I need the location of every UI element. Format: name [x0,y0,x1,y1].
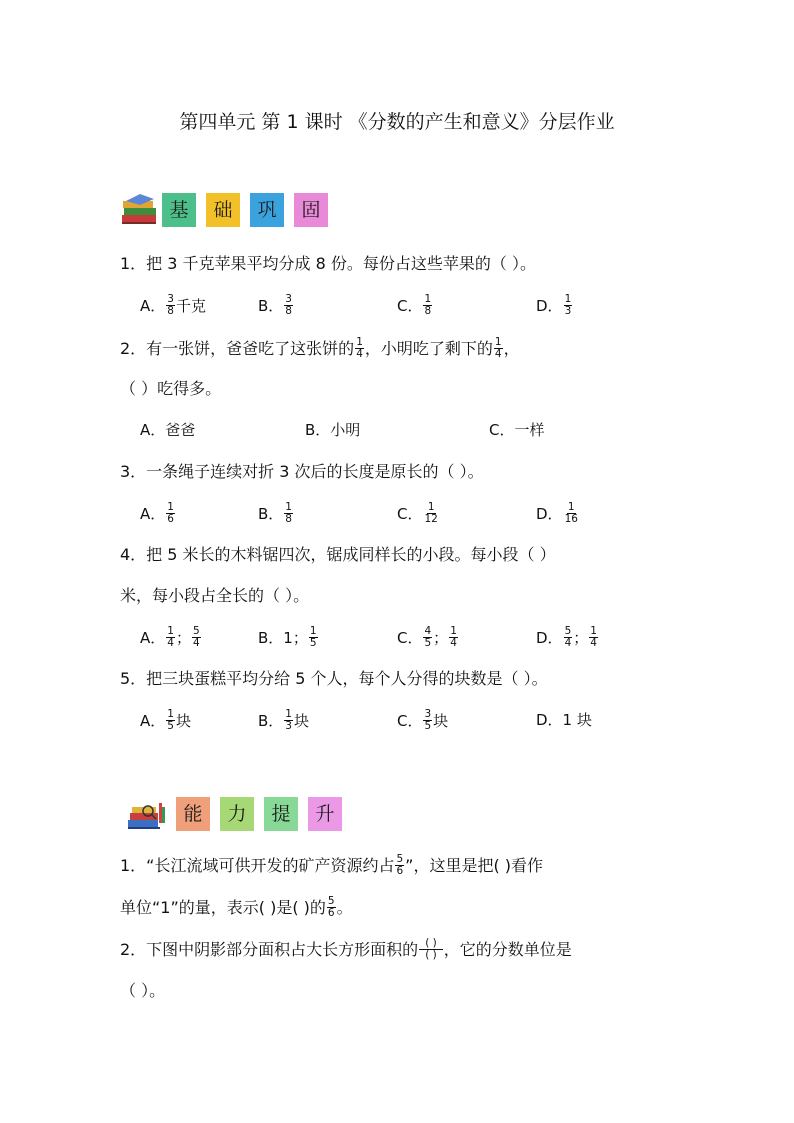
option-label: A． [140,297,166,315]
q1-option-d: D． $\frac{1}{3}$ [536,293,572,317]
fraction: $\frac{4}{5}$ [424,625,432,649]
fraction-blank: $\frac{( )}{( )}$ [419,938,443,961]
fraction: $\frac{1}{4}$ [450,625,457,649]
question-2-line2: （ ）吃得多。 [120,379,222,398]
fraction: $\frac{3}{8}$ [285,293,292,317]
q3-option-a: A． $\frac{1}{6}$ [140,501,174,525]
fraction: $\frac{1}{12}$ [424,501,438,525]
q5-option-a: A． $\frac{1}{5}$ 块 [140,708,191,732]
q4-option-d: D． $\frac{5}{4}$ ； $\frac{1}{4}$ [536,625,597,649]
fraction: $\frac{5}{4}$ [564,625,572,649]
q5-option-b: B． $\frac{1}{3}$ 块 [258,708,309,732]
tile-gong: 巩 [250,193,284,227]
question-4-line2: 米，每小段占全长的（ ）。 [120,586,310,605]
fraction: $\frac{5}{4}$ [192,625,200,649]
fraction: $\frac{1}{8}$ [285,501,292,525]
practice-question-1-line2: 单位“1”的量，表示( )是( )的 $\frac{5}{6}$ 。 [120,895,353,919]
q3-option-c: C． $\frac{1}{12}$ [397,501,438,525]
q3-option-d: D． $\frac{1}{16}$ [536,501,578,525]
fraction: $\frac{1}{3}$ [564,293,572,317]
q5-option-d: D．1 块 [536,711,592,729]
q1-option-c: C． $\frac{1}{8}$ [397,293,432,317]
tile-gu: 固 [294,193,328,227]
fraction: $\frac{1}{5}$ [309,625,317,649]
fraction: $\frac{5}{6}$ [327,895,335,919]
q2-option-b: B．小明 [305,421,361,439]
fraction: $\frac{1}{4}$ [494,336,502,360]
section-banner-basic [120,193,340,227]
q4-option-c: C． $\frac{4}{5}$ ； $\frac{1}{4}$ [397,625,457,649]
q4-option-b: B．1； $\frac{1}{5}$ [258,625,317,649]
tile-neng: 能 [176,797,210,831]
fraction: $\frac{1}{4}$ [356,336,363,360]
fraction: $\frac{1}{8}$ [424,293,432,317]
fraction: $\frac{1}{4}$ [590,625,597,649]
q1-option-b: B． $\frac{3}{8}$ [258,293,292,317]
fraction: $\frac{3}{5}$ [424,708,432,732]
books-microscope-icon [120,797,172,831]
practice-question-1: 1．“长江流域可供开发的矿产资源约占 $\frac{5}{6}$ ”，这里是把( )看作 [120,853,544,877]
tile-ti: 提 [264,797,298,831]
q5-option-c: C． $\frac{3}{5}$ 块 [397,708,449,732]
q2-option-a: A．爸爸 [140,421,196,439]
fraction: $\frac{1}{4}$ [167,625,174,649]
tile-li: 力 [220,797,254,831]
q3-option-b: B． $\frac{1}{8}$ [258,501,292,525]
practice-question-2: 2．下图中阴影部分面积占大长方形面积的 $\frac{( )}{( )}$ ，它的分数单位是 [120,937,572,961]
question-5: 5．把三块蛋糕平均分给 5 个人，每个人分得的块数是（ ）。 [120,669,548,688]
question-2: 2．有一张饼，爸爸吃了这张饼的 $\frac{1}{4}$ ，小明吃了剩下的 $\frac{1}{4}$ ， [120,336,520,360]
fraction: $\frac{5}{6}$ [396,853,404,877]
page-title: 第四单元 第 1 课时 《分数的产生和意义》分层作业 [179,111,615,133]
tile-chu: 础 [206,193,240,227]
fraction: $\frac{1}{5}$ [167,708,174,732]
section-banner-advanced [120,797,350,831]
tile-ji: 基 [162,193,196,227]
q2-option-c: C．一样 [489,421,545,439]
q1-option-a: A． $\frac{3}{8}$ 千克 [140,293,206,317]
fraction: $\frac{3}{8}$ [167,293,174,317]
fraction: $\frac{1}{6}$ [167,501,174,525]
q4-option-a: A． $\frac{1}{4}$ ； $\frac{5}{4}$ [140,625,200,649]
fraction: $\frac{1}{16}$ [564,501,578,525]
fraction: $\frac{1}{3}$ [285,708,292,732]
question-3: 3．一条绳子连续对折 3 次后的长度是原长的（ ）。 [120,462,484,481]
question-1: 1．把 3 千克苹果平均分成 8 份。每份占这些苹果的（ ）。 [120,254,536,273]
tile-sheng: 升 [308,797,342,831]
practice-question-2-line2: （ ）。 [120,981,166,1000]
question-4: 4．把 5 米长的木料锯四次，锯成同样长的小段。每小段（ ） [120,545,556,564]
books-icon [120,193,160,227]
